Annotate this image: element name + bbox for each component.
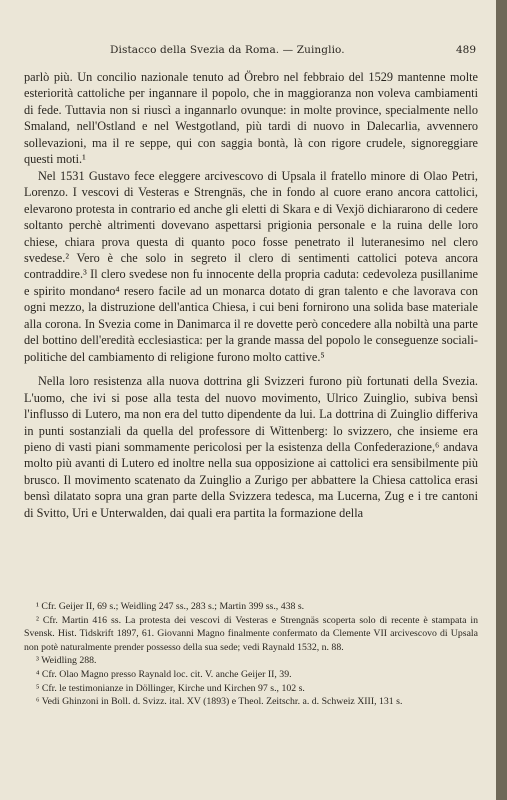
footnote: ⁶ Vedi Ghinzoni in Boll. d. Svizz. ital. XV (1893) e Theol. Zeitschr. a. d. Schweiz XIII, 131 s. <box>36 696 403 708</box>
paragraph: Nel 1531 Gustavo fece eleggere arcivescovo di Upsala il fratello minore di Olao Petri, Lorenzo. I vescovi di Vesteras e Strengnäs, che in fondo al cuore erano ancora cattolici, elevarono protesta in contrario ed anche gli eletti di Skara e di Vexjö dichiararono di cedere soltanto perchè altrimenti dovevano aspettarsi prigionia personale e la ruina delle loro chiese, chiara prova questa di quanto poco fosse penetrato il luteranesimo nel clero svedese.² Vero è che solo in segreto il clero di sentimenti cattolici poteva ancora contraddire.³ Il clero svedese non fu innocente della propria caduta: cedevoleza pusillanime e spirito mondano⁴ resero facile ad un monarca dotato di gran talento e che lavorava con ogni mezzo, la distruzione dell'antica Chiesa, i cui beni fornirono una solida base materiale alla corona. In Svezia come in Danimarca il re dovette però concedere alla nobiltà una parte del bottino dell'eredità ecclesiastica: per la grande massa del popolo le conseguenze sociali-politiche del cambiamento di religione furono molto cattive.⁵ <box>24 168 478 364</box>
footnote: ¹ Cfr. Geijer II, 69 s.; Weidling 247 ss., 283 s.; Martin 399 ss., 438 s. <box>36 601 305 612</box>
footnote: ² Cfr. Martin 416 ss. La protesta dei vescovi di Vesteras e Strengnäs scoperta solo di recente è stampata in Svensk. Hist. Tidskrift 1897, 61. Giovanni Magno finalmente confermato da Clemente VII arcivescovo di Upsala non potè naturalmente prender possesso della sua sede; vedi Raynald 1532, n. 88. <box>24 614 478 653</box>
paragraph: parlò più. Un concilio nazionale tenuto ad Örebro nel febbraio del 1529 mantenne molte esteriorità cattoliche per ingannare il popolo, che in maggioranza non voleva cambiamenti di fede. Tuttavia non si riuscì a ingannarlo ovunque: in molte province, specialmente nello Smaland, nell'Ostland e nel Westgotland, più tardi di nuovo in Dalecarlia, avvennero sollevazioni, ma il re seppe, qui con saggia bontà, là con rigore crudele, signoreggiare questi moti.¹ <box>24 70 478 167</box>
book-spine-shadow <box>496 0 507 800</box>
page-number: 489 <box>455 44 476 56</box>
footnote: ⁴ Cfr. Olao Magno presso Raynald loc. cit. V. anche Geijer II, 39. <box>36 668 292 680</box>
footnote: ³ Weidling 288. <box>36 655 97 667</box>
running-title: Distacco della Svezia da Roma. — Zuinglio. <box>110 44 345 56</box>
paragraph: Nella loro resistenza alla nuova dottrina gli Svizzeri furono più fortunati della Svezia. L'uomo, che ivi si pose alla testa del nuovo movimento, Ulrico Zuinglio, subiva bensì l'influsso di Lutero, ma non era del tutto dipendente da lui. La dottrina di Zuinglio differiva in punti sostanziali da quella del professore di Wittenberg: lo svizzero, che insieme era pieno di vasti piani sommamente pericolosi per la esistenza della Confederazione,⁶ andava molto più avanti di Lutero ed inoltre nella sua opposizione ai cattolici era sensibilmente più brusco. Il movimento scatenato da Zuinglio a Zurigo per abbattere la Chiesa cattolica erasi bensì dilatato sopra una gran parte della Svizzera tedesca, ma Lucerna, Zug e i tre cantoni di Svitto, Uri e Unterwalden, dai quali era partita la formazione della <box>24 374 478 520</box>
body-text <box>24 69 478 521</box>
page-header <box>22 44 476 60</box>
footnote: ⁵ Cfr. le testimonianze in Döllinger, Kirche und Kirchen 97 s., 102 s. <box>36 682 305 694</box>
footnotes <box>24 600 478 709</box>
